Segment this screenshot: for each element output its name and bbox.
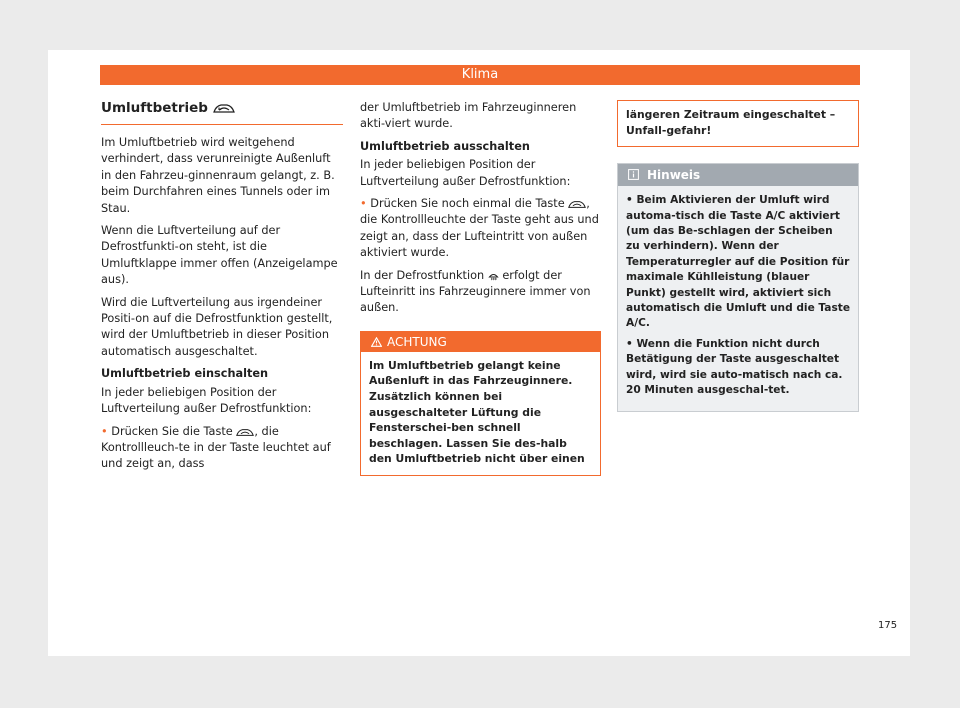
column-2 [360, 100, 601, 476]
note-bullet [626, 337, 850, 399]
bullet-icon: • [626, 337, 633, 350]
chapter-header [100, 65, 860, 85]
warning-continuation: längeren Zeitraum eingeschaltet – Unfall-gefahr! [617, 100, 859, 147]
car-recirculation-icon [568, 200, 586, 209]
chapter-title: Klima [461, 67, 499, 82]
subheading: Umluftbetrieb ausschalten [360, 139, 530, 153]
bullet-icon: • [360, 197, 367, 211]
page-number: 175 [878, 620, 898, 631]
note-body [618, 186, 858, 411]
note-box [617, 163, 859, 412]
car-recirculation-icon [213, 103, 235, 114]
note-text: Beim Aktivieren der Umluft wird automa-tisch die Taste A/C aktiviert (um das Be-schlagen der Scheiben zu verhindern). Wenn der Temperaturregler auf die Position für maximale Kühlleistung (blauer Punkt) gestellt wird, aktiviert sich automatisch die Umluft und die Taste A/C. [626, 194, 850, 330]
subheading: Umluftbetrieb einschalten [101, 367, 269, 381]
warning-box [360, 331, 601, 476]
paragraph: In jeder beliebigen Position der Luftverteilung außer Defrostfunktion: [101, 385, 312, 416]
car-recirculation-icon [236, 428, 254, 437]
bullet-item [101, 424, 343, 473]
warning-title: ACHTUNG [387, 334, 447, 349]
section-title-text: Umluftbetrieb [101, 100, 208, 116]
note-bullet [626, 193, 850, 332]
note-header [618, 164, 858, 186]
warning-text: Im Umluftbetrieb gelangt keine Außenluft in das Fahrzeuginnere. Zusätzlich können bei ausgeschalteter Lüftung die Fensterschei-ben schnell beschlagen. Lassen Sie des-halb den Umluftbetrieb nicht über einen [369, 358, 585, 466]
paragraph-text: In der Defrostfunktion [360, 268, 485, 282]
warning-triangle-icon [371, 337, 382, 347]
paragraph: In jeder beliebigen Position der Luftverteilung außer Defrostfunktion: [360, 158, 571, 188]
defrost-icon [488, 270, 499, 281]
paragraph: der Umluftbetrieb im Fahrzeuginneren akti-viert wurde. [360, 101, 577, 131]
column-3 [617, 100, 859, 412]
paragraph: Wenn die Luftverteilung auf der Defrostfunkti-on steht, ist die Umluftklappe immer offen (Anzeigelampe aus). [101, 224, 338, 287]
paragraph [360, 268, 601, 317]
bullet-text: Drücken Sie noch einmal die Taste [370, 197, 565, 211]
paragraph: Wird die Luftverteilung aus irgendeiner Positi-on auf die Defrostfunktion gestellt, wird der Umluftbetrieb in dieser Position automatisch ausgeschaltet. [101, 295, 333, 358]
section-title [101, 100, 343, 125]
note-text: Wenn die Funktion nicht durch Betätigung der Taste ausgeschaltet wird, wird sie auto-matisch nach ca. 20 Minuten ausgeschal-tet. [626, 337, 843, 397]
column-1 [101, 100, 343, 479]
bullet-icon: • [626, 194, 633, 207]
note-title: Hinweis [647, 168, 701, 183]
bullet-icon: • [101, 424, 108, 438]
paragraph-text: erfolgt der Lufteinritt ins Fahrzeuginnere immer von außen. [360, 268, 591, 315]
bullet-text: , die Kontrollleuchte der Taste geht aus und zeigt an, dass der Lufteintritt von außen aktiviert wurde. [360, 197, 599, 260]
warning-header [361, 332, 600, 352]
bullet-item [360, 196, 601, 262]
bullet-text: Drücken Sie die Taste [111, 424, 233, 438]
info-icon [628, 169, 639, 180]
paragraph: Im Umluftbetrieb wird weitgehend verhindert, dass verunreinigte Außenluft in den Fahrzeu-ginnenraum gelangt, z. B. beim Durchfahren eines Tunnels oder im Stau. [101, 136, 335, 215]
bullet-text: , die Kontrollleuch-te in der Taste leuchtet auf und zeigt an, dass [101, 424, 331, 471]
